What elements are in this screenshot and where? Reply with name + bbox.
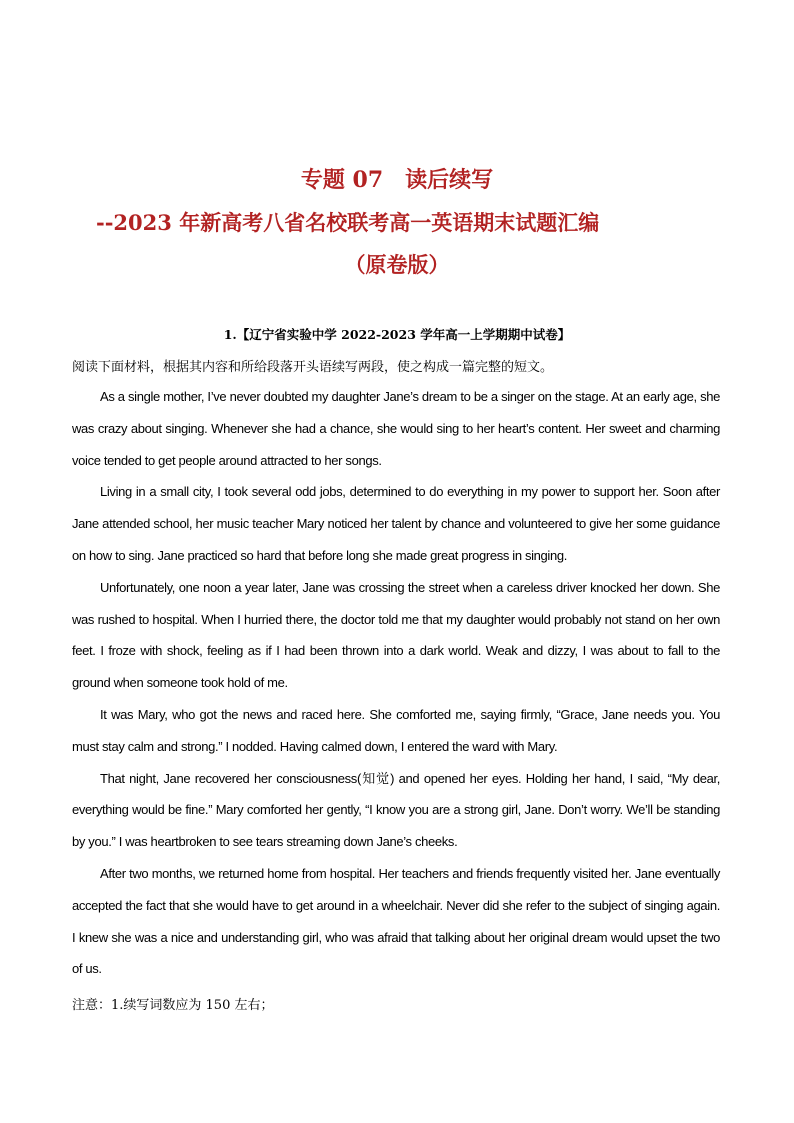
passage-paragraph: As a single mother, I’ve never doubted my daughter Jane’s dream to be a singer on the stage. At an early age, she was crazy about singing. Whenever she had a chance, she would sing to her heart’s content. Her sweet and charming voice tended to get people around attracted to her songs. bbox=[72, 389, 720, 468]
question-heading: 1.【辽宁省实验中学 2022-2023 学年高一上学期期中试卷】 bbox=[223, 327, 571, 342]
document-subtitle: --2023 年新高考八省名校联考高一英语期末试题汇编 bbox=[96, 210, 600, 235]
passage-paragraph: That night, Jane recovered her consciousness(知觉) and opened her eyes. Holding her hand, I said, “My dear, everything would be fine.” Mary comforted her gently, “I know you are a strong girl, Jane. Don’t worry. We’ll be standing by you.” I was heartbroken to see tears streaming down Jane’s cheeks. bbox=[72, 770, 720, 850]
writing-note: 注意：1.续写词数应为 150 左右； bbox=[72, 998, 274, 1013]
question-instruction: 阅读下面材料，根据其内容和所给段落开头语续写两段，使之构成一篇完整的短文。 bbox=[72, 360, 554, 375]
document-title: 专题 07 读后续写 bbox=[300, 167, 494, 193]
passage-paragraph: Living in a small city, I took several odd jobs, determined to do everything in my power to support her. Soon after Jane attended school, her music teacher Mary noticed her talent by chance and volunteered to give her some guidance on how to sing. Jane practiced so hard that before long she made great progress in singing. bbox=[72, 484, 720, 563]
reading-passage bbox=[72, 381, 720, 985]
passage-paragraph: Unfortunately, one noon a year later, Jane was crossing the street when a careless driver knocked her down. She was rushed to hospital. When I hurried there, the doctor told me that my daughter would probably not stand on her own feet. I froze with shock, feeling as if I had been thrown into a dark world. Weak and dizzy, I was about to fall to the ground when someone took hold of me. bbox=[72, 579, 720, 691]
document-edition-label: （原卷版） bbox=[344, 252, 450, 277]
passage-paragraph: After two months, we returned home from hospital. Her teachers and friends frequently visited her. Jane eventually accepted the fact that she would have to get around in a wheelchair. Never did she refer to the subject of singing again. I knew she was a nice and understanding girl, who was afraid that talking about her original dream would upset the two of us. bbox=[72, 865, 720, 977]
passage-paragraph: It was Mary, who got the news and raced here. She comforted me, saying firmly, “Grace, Jane needs you. You must stay calm and strong.” I nodded. Having calmed down, I entered the ward with Mary. bbox=[72, 706, 720, 754]
